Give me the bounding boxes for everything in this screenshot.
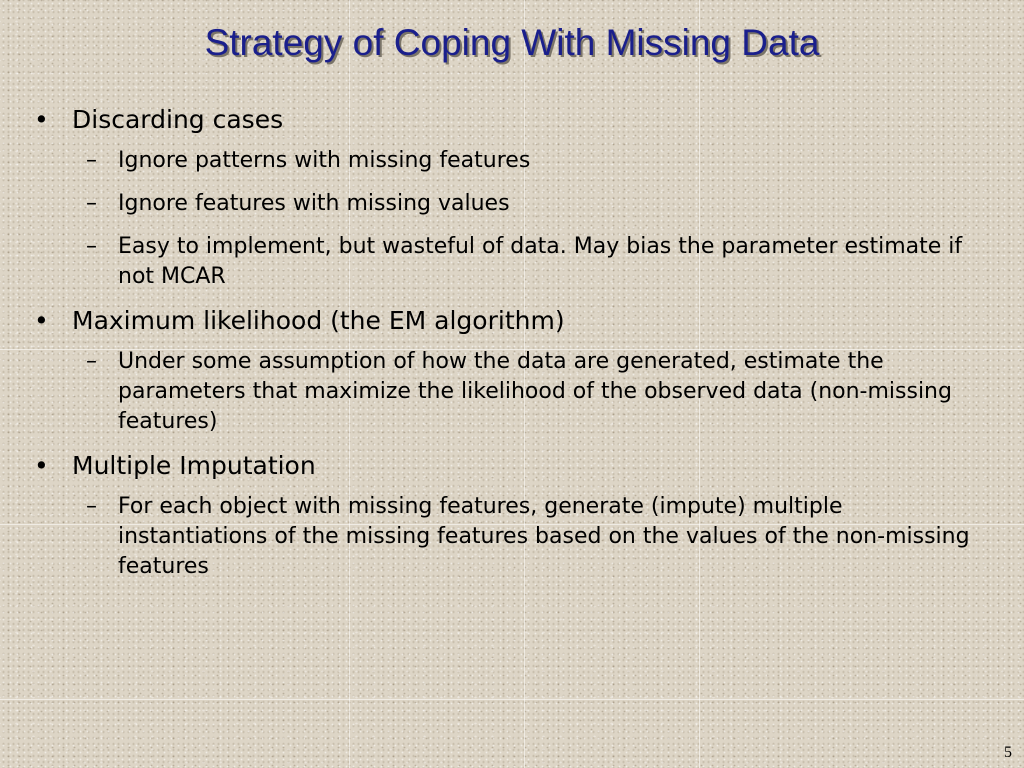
- sub-bullet-text: Ignore features with missing values: [118, 191, 510, 216]
- bullet-text: Discarding cases: [72, 105, 284, 134]
- sub-bullet-marker: –: [86, 148, 97, 173]
- sub-bullet-text: Easy to implement, but wasteful of data. May bias the parameter estimate if not MCAR: [118, 234, 963, 289]
- sub-bullet: [32, 146, 992, 176]
- bullet-marker: •: [34, 105, 49, 134]
- sub-bullet-marker: –: [86, 191, 97, 216]
- sub-bullet-text: Ignore patterns with missing features: [118, 148, 531, 173]
- page-number: 5: [1004, 744, 1012, 761]
- bullet-discarding-cases: [32, 104, 992, 136]
- background-tile-divider: [0, 699, 1024, 700]
- bullet-text: Maximum likelihood (the EM algorithm): [72, 306, 565, 335]
- sub-bullet-marker: –: [86, 494, 97, 519]
- slide-body: [32, 104, 992, 595]
- sub-bullet-text: Under some assumption of how the data are generated, estimate the parameters that maximize the likelihood of the observed data (non-missing features): [118, 349, 952, 434]
- sub-bullet: [32, 232, 992, 292]
- sub-bullet-marker: –: [86, 234, 97, 259]
- sub-bullet: [32, 492, 992, 582]
- sub-bullet-marker: –: [86, 349, 97, 374]
- sub-bullet: [32, 347, 992, 437]
- bullet-marker: •: [34, 306, 49, 335]
- sub-bullet-text: For each object with missing features, generate (impute) multiple instantiations of the missing features based on the values of the non-missing features: [118, 494, 970, 579]
- bullet-multiple-imputation: [32, 450, 992, 482]
- bullet-text: Multiple Imputation: [72, 451, 316, 480]
- bullet-maximum-likelihood: [32, 305, 992, 337]
- bullet-marker: •: [34, 451, 49, 480]
- slide-title: Strategy of Coping With Missing Data: [204, 22, 820, 63]
- sub-bullet: [32, 189, 992, 219]
